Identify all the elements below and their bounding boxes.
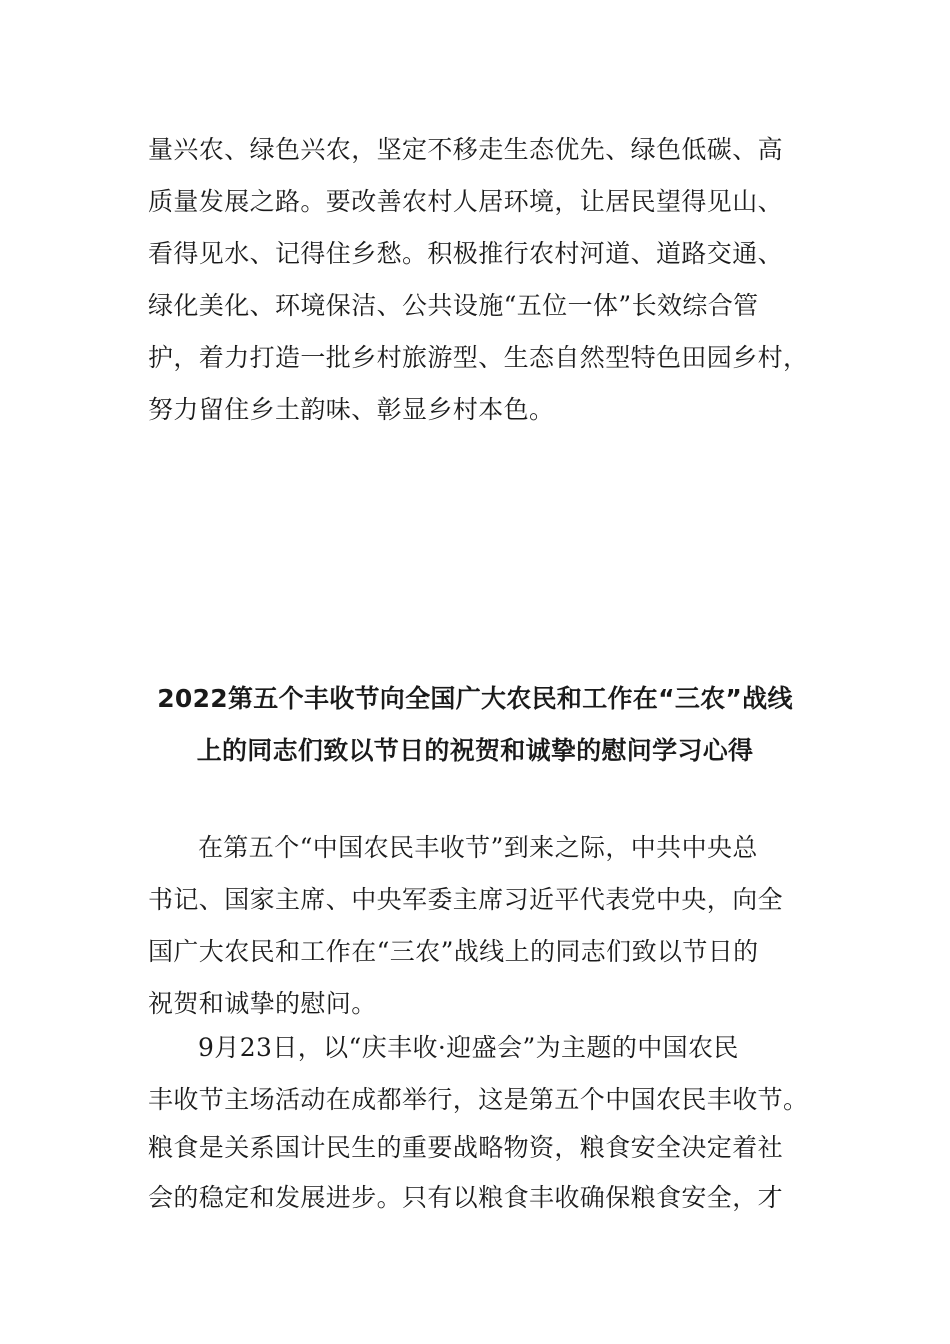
- text-line: 护，着力打造一批乡村旅游型、生态自然型特色田园乡村，: [148, 343, 809, 372]
- text-line: 粮食是关系国计民生的重要战略物资，粮食安全决定着社: [148, 1133, 784, 1162]
- text-line: 质量发展之路。要改善农村人居环境，让居民望得见山、: [148, 187, 784, 216]
- title-line: 上的同志们致以节日的祝贺和诚挚的慰问学习心得: [196, 736, 754, 765]
- text-line: 看得见水、记得住乡愁。积极推行农村河道、道路交通、: [148, 239, 784, 268]
- text-line: 书记、国家主席、中央军委主席习近平代表党中央，向全: [148, 885, 784, 914]
- text-line: 绿化美化、环境保洁、公共设施“五位一体”长效综合管: [148, 291, 759, 320]
- text-line: 9月23日，以“庆丰收·迎盛会”为主题的中国农民: [198, 1033, 739, 1062]
- text-line: 国广大农民和工作在“三农”战线上的同志们致以节日的: [148, 937, 759, 966]
- text-line: 祝贺和诚挚的慰问。: [148, 989, 377, 1018]
- text-line: 在第五个“中国农民丰收节”到来之际，中共中央总: [198, 833, 758, 862]
- text-line: 会的稳定和发展进步。只有以粮食丰收确保粮食安全，才: [148, 1183, 784, 1212]
- title-line: 2022第五个丰收节向全国广大农民和工作在“三农”战线: [157, 684, 793, 713]
- text-line: 努力留住乡土韵味、彰显乡村本色。: [148, 395, 555, 424]
- text-line: 量兴农、绿色兴农，坚定不移走生态优先、绿色低碳、高: [148, 135, 784, 164]
- text-line: 丰收节主场活动在成都举行，这是第五个中国农民丰收节。: [148, 1085, 809, 1114]
